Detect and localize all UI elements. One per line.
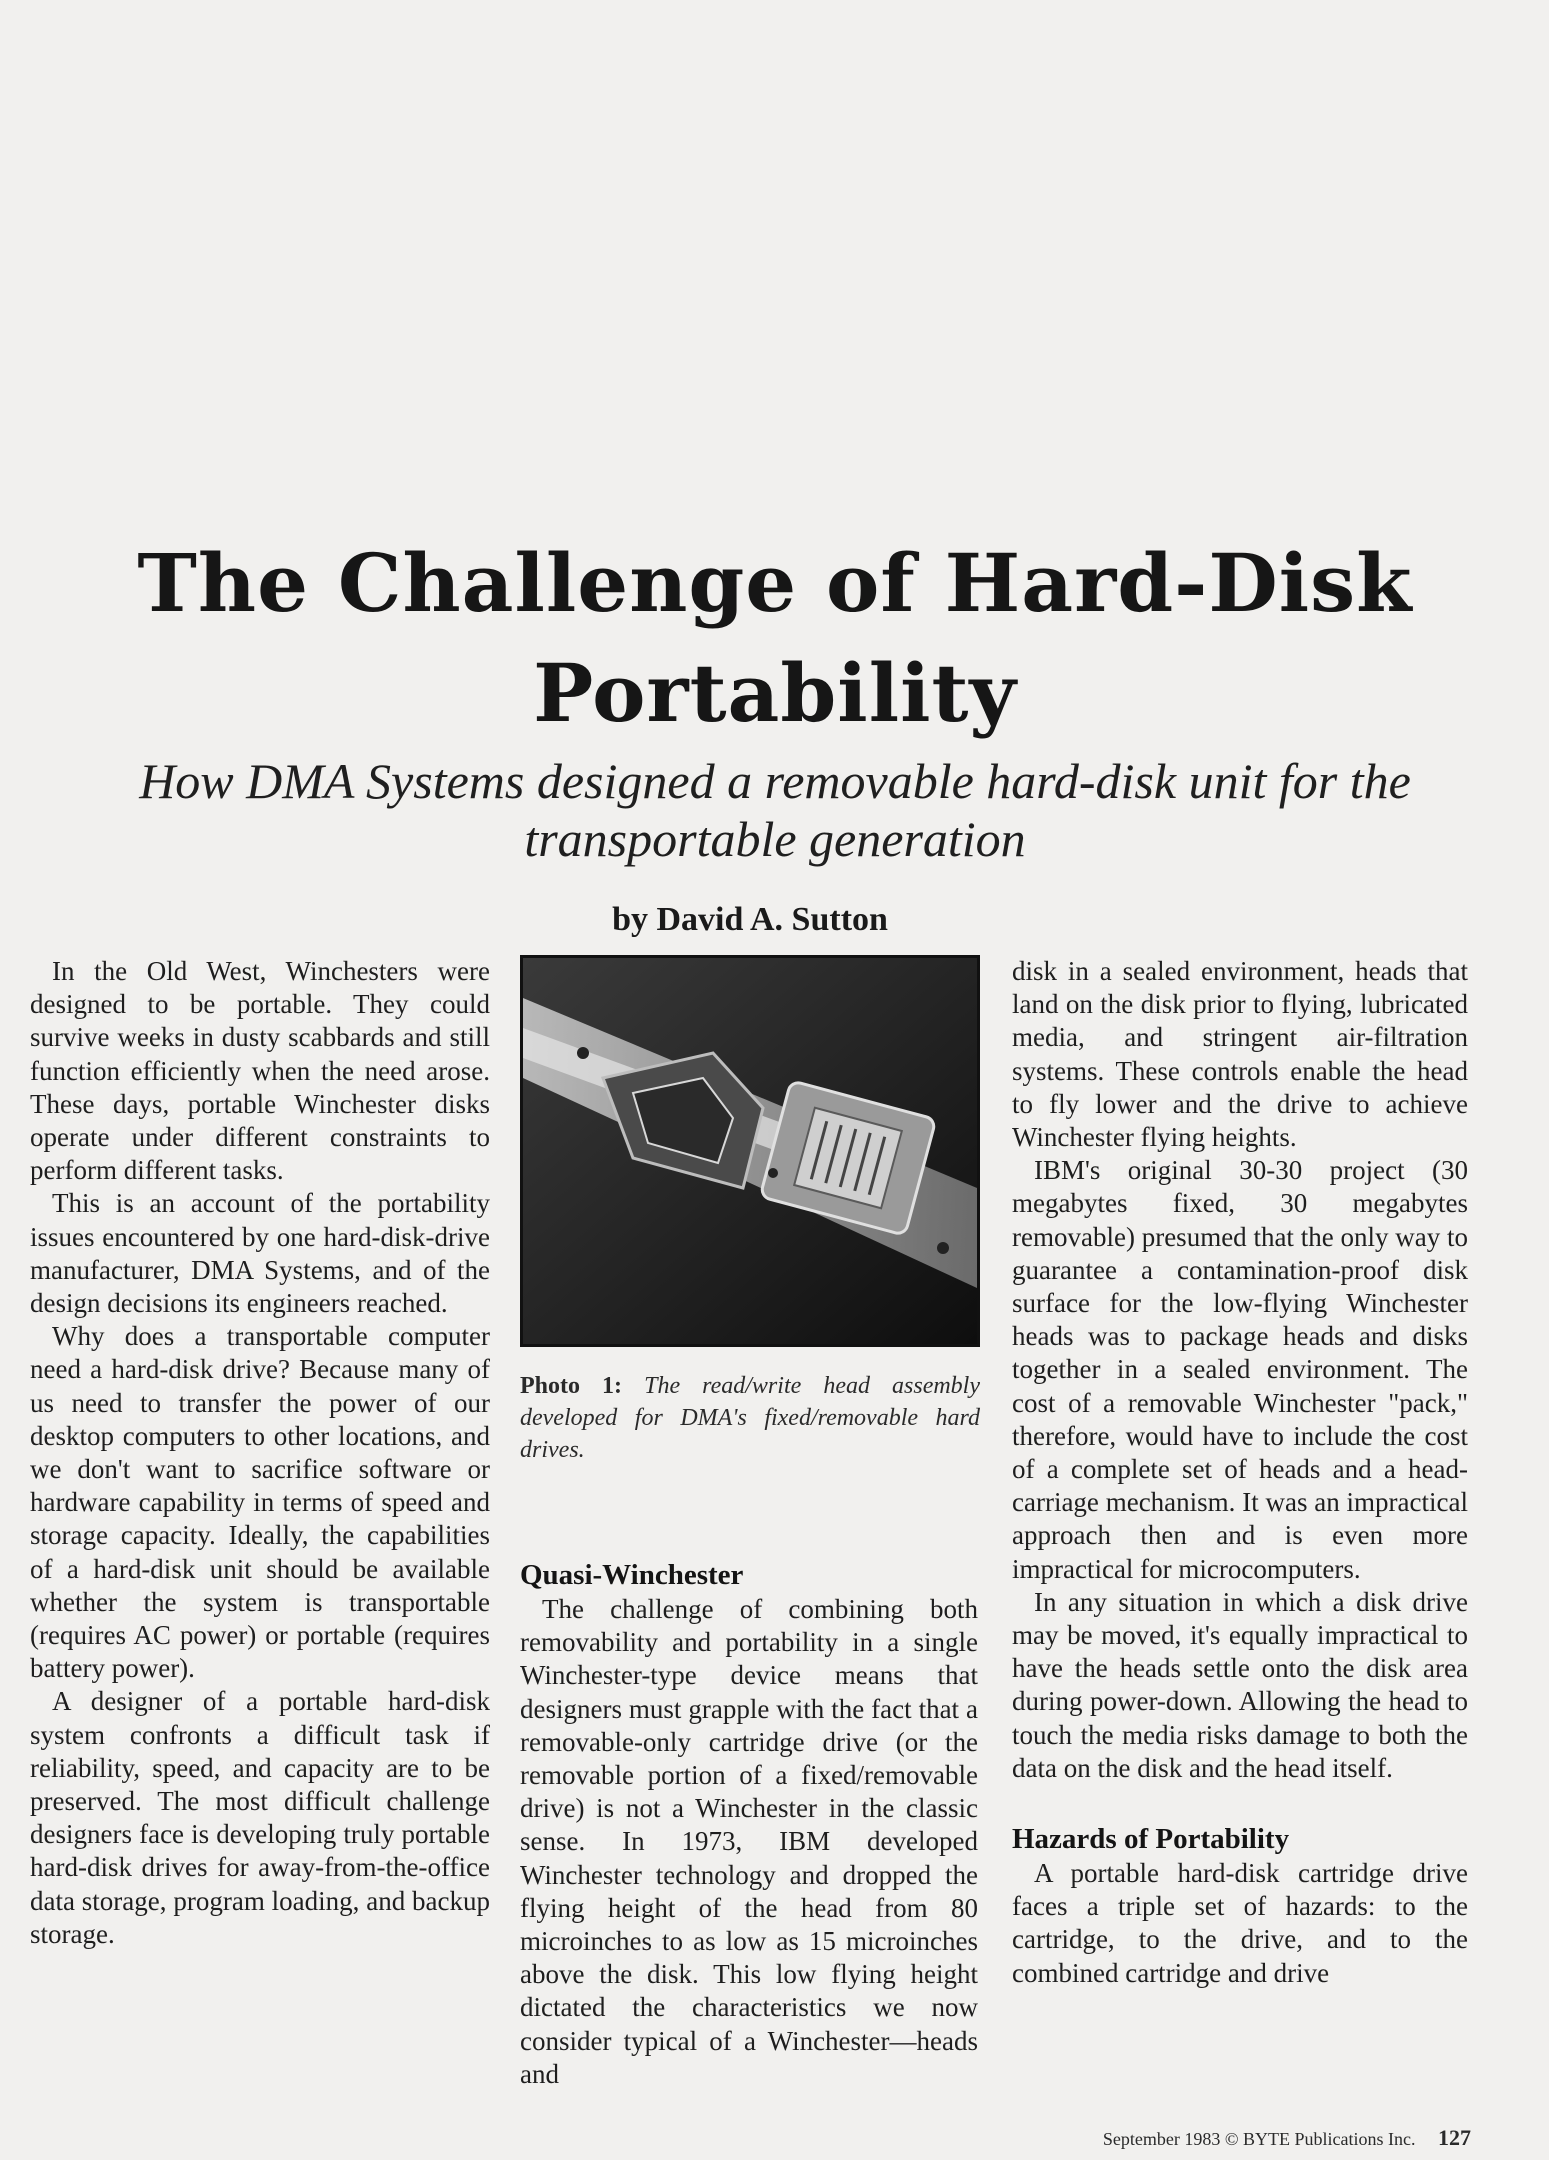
page-number: 127 xyxy=(1438,2125,1471,2150)
col3-paragraph-3: In any situation in which a disk drive may be moved, it's equally impractical to have the heads settle onto the disk area during power-down. Allowing the head to touch the media risks damage to both the data on the disk and the head itself. xyxy=(1012,1586,1468,1783)
column-right xyxy=(1012,955,1468,1990)
footer-credit: September 1983 © BYTE Publications Inc. xyxy=(1102,2129,1416,2149)
col1-paragraph-3: Why does a transportable computer need a hard-disk drive? Because many of us need to transfer the power of our desktop computers to other locations, and we don't want to sacrifice software or hardware capability in terms of speed and storage capacity. Ideally, the capabilities of a hard-disk unit should be available whether the system is transportable (requires AC power) or portable (requires battery power). xyxy=(30,1321,490,1684)
section-heading-quasi-winchester: Quasi-Winchester xyxy=(520,1559,744,1591)
article-title: The Challenge of Hard-Disk Portability xyxy=(137,536,1413,740)
photo-caption-text: The read/write head assembly developed for DMA's fixed/removable hard drives. xyxy=(520,1373,981,1463)
col1-paragraph-2: This is an account of the portability issues encountered by one hard-disk-drive manufacturer, DMA Systems, and of the design decisions its engineers reached. xyxy=(30,1188,490,1319)
section-spacer xyxy=(1012,1785,1468,1821)
col1-paragraph-1: In the Old West, Winchesters were designed to be portable. They could survive weeks in dusty scabbards and still function efficiently when the need arose. These days, portable Winchester disks operate under different constraints to perform different tasks. xyxy=(30,956,490,1186)
photo-caption xyxy=(520,1370,980,1466)
col3-paragraph-1: disk in a sealed environment, heads that land on the disk prior to flying, lubricated media, and stringent air-filtration systems. These controls enable the head to fly lower and the drive to achieve Winchester flying heights. xyxy=(1012,956,1468,1153)
column-middle xyxy=(520,1557,978,2091)
photo-label: Photo 1: xyxy=(520,1373,623,1399)
head-assembly-image xyxy=(523,958,977,1344)
section-heading-hazards: Hazards of Portability xyxy=(1012,1823,1290,1856)
article-byline: by David A. Sutton xyxy=(612,901,888,938)
page-footer xyxy=(1103,2125,1471,2151)
col3-paragraph-2: IBM's original 30-30 project (30 megabytes fixed, 30 megabytes removable) presumed that the only way to guarantee a contamination-proof disk surface for the low-flying Winchester heads was to package heads and disks together in a sealed environment. The cost of a removable Winchester "pack," therefore, would have to include the cost of a complete set of heads and a head-carriage mechanism. It was an impractical approach then and is even more impractical for microcomputers. xyxy=(1012,1155,1468,1584)
col3-paragraph-4: A portable hard-disk cartridge drive faces a triple set of hazards: to the cartridge, to the drive, and to the combined cartridge and drive xyxy=(1012,1858,1468,1988)
article-subtitle: How DMA Systems designed a removable hard-disk unit for the transportable generation xyxy=(139,753,1411,867)
photo-read-write-head xyxy=(520,955,980,1347)
column-left xyxy=(30,955,490,1951)
col2-paragraph-1: The challenge of combining both removability and portability in a single Winchester-type device means that designers must grapple with the fact that a removable-only cartridge drive (or the removable portion of a fixed/removable drive) is not a Winchester in the classic sense. In 1973, IBM developed Winchester technology and dropped the flying height of the head from 80 microinches to as low as 15 microinches above the disk. This low flying height dictated the characteristics we now consider typical of a Winchester—heads and xyxy=(520,1594,978,2089)
col1-paragraph-4: A designer of a portable hard-disk system confronts a difficult task if reliability, speed, and capacity are to be preserved. The most difficult challenge designers face is developing truly portable hard-disk drives for away-from-the-office data storage, program loading, and backup storage. xyxy=(30,1686,490,1949)
